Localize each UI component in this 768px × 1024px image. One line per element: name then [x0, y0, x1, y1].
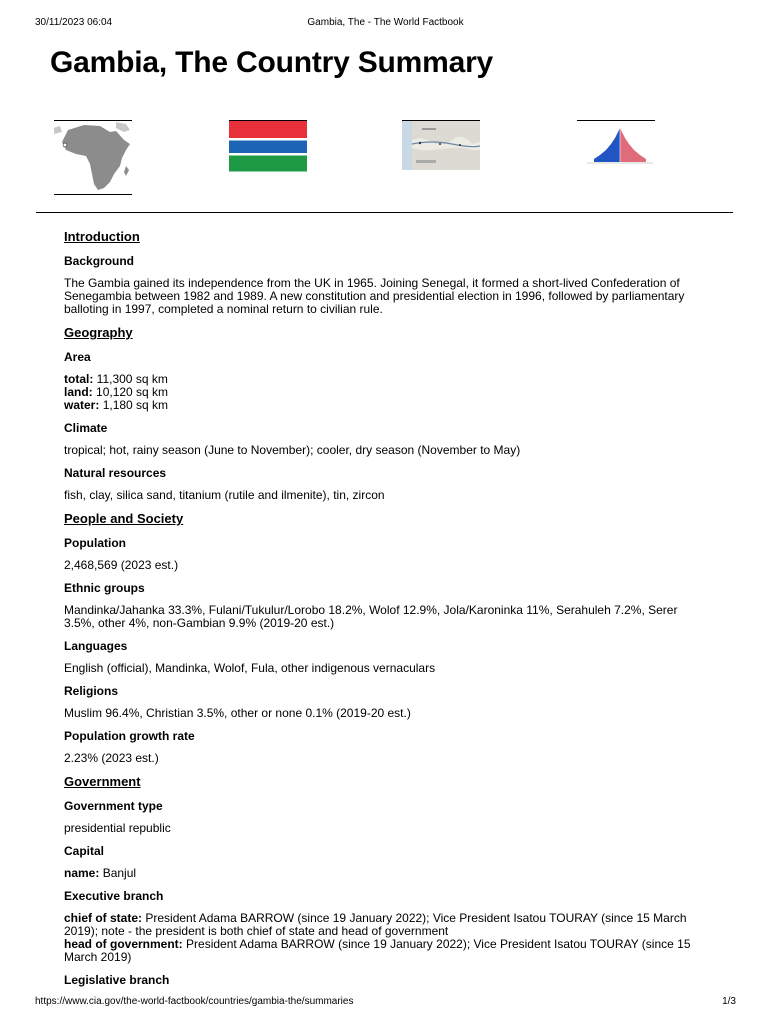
- population-pyramid[interactable]: [577, 120, 657, 166]
- section-heading-people: People and Society: [64, 511, 184, 526]
- capital-text: [64, 867, 704, 880]
- print-footer: [35, 996, 736, 1008]
- head-of-government-key: head of government:: [64, 937, 183, 951]
- area-land-key: land:: [64, 385, 93, 399]
- area-land-value: 10,120 sq km: [96, 385, 169, 399]
- head-of-government: [64, 938, 704, 964]
- page-title: Gambia, The Country Summary: [50, 46, 494, 79]
- head-of-government-value: President Adama BARROW (since 19 January 2022); Vice President Isatou TOURAY (since 15 March 2019): [64, 937, 691, 964]
- field-label-background: Background: [64, 254, 135, 268]
- growth-rate-text: 2.23% (2023 est.): [64, 751, 159, 765]
- capital-value: Banjul: [102, 866, 137, 880]
- field-label-executive-branch: Executive branch: [64, 889, 164, 903]
- section-heading-geography: Geography: [64, 325, 133, 340]
- natural-resources-text: fish, clay, silica sand, titanium (rutile and ilmenite), tin, zircon: [64, 488, 385, 502]
- ethnic-groups-text: Mandinka/Jahanka 33.3%, Fulani/Tukulur/Lorobo 18.2%, Wolof 12.9%, Jola/Karoninka 11%, Serahuleh 7.2%, Serer 3.5%, other 4%, non-Gambian 9.9% (2019-20 est.): [64, 603, 678, 630]
- chief-of-state: [64, 912, 704, 938]
- section-heading-introduction: Introduction: [64, 229, 140, 244]
- print-page-title: Gambia, The - The World Factbook: [307, 17, 464, 28]
- field-label-population: Population: [64, 536, 126, 550]
- chief-of-state-value: President Adama BARROW (since 19 January 2022); Vice President Isatou TOURAY (since 15 March 2019); note - the president is both chief of state and head of government: [64, 911, 687, 938]
- capital-key: name:: [64, 866, 100, 880]
- background-text: The Gambia gained its independence from the UK in 1965. Joining Senegal, it formed a short-lived Confederation of Senegambia between 1982 and 1989. A new constitution and presidential election in 1996, followed by parliamentary balloting in 1997, completed a nominal return to civilian rule.: [64, 276, 685, 316]
- gambia-flag[interactable]: [229, 120, 308, 172]
- field-label-languages: Languages: [64, 639, 128, 653]
- field-label-area: Area: [64, 350, 91, 364]
- area-water-value: 1,180 sq km: [102, 398, 169, 412]
- section-heading-government: Government: [64, 774, 141, 789]
- field-label-capital: Capital: [64, 844, 105, 858]
- gambia-country-map[interactable]: [402, 120, 482, 170]
- field-label-government-type: Government type: [64, 799, 163, 813]
- chief-of-state-key: chief of state:: [64, 911, 143, 925]
- print-url[interactable]: https://www.cia.gov/the-world-factbook/countries/gambia-the/summaries: [35, 996, 354, 1007]
- field-label-natural-resources: Natural resources: [64, 466, 167, 480]
- government-type-text: presidential republic: [64, 821, 171, 835]
- thumbnail-row: [0, 118, 768, 198]
- divider: [36, 212, 733, 213]
- field-label-growth-rate: Population growth rate: [64, 729, 195, 743]
- print-header: [35, 17, 736, 29]
- area-total-key: total:: [64, 372, 94, 386]
- area-water-key: water:: [64, 398, 100, 412]
- page-number: 1/3: [722, 996, 736, 1007]
- field-label-legislative-branch: Legislative branch: [64, 973, 170, 987]
- population-text: 2,468,569 (2023 est.): [64, 558, 179, 572]
- area-values: [64, 373, 704, 412]
- field-label-ethnic-groups: Ethnic groups: [64, 581, 145, 595]
- executive-branch-values: [64, 912, 704, 964]
- field-label-climate: Climate: [64, 421, 108, 435]
- languages-text: English (official), Mandinka, Wolof, Fula, other indigenous vernaculars: [64, 661, 436, 675]
- religions-text: Muslim 96.4%, Christian 3.5%, other or none 0.1% (2019-20 est.): [64, 706, 411, 720]
- summary-content: [64, 229, 704, 996]
- area-total-value: 11,300 sq km: [96, 372, 168, 386]
- area-water: [64, 399, 704, 412]
- print-date: 30/11/2023 06:04: [35, 17, 113, 28]
- africa-locator-map[interactable]: [54, 120, 134, 195]
- climate-text: tropical; hot, rainy season (June to November); cooler, dry season (November to May): [64, 443, 521, 457]
- field-label-religions: Religions: [64, 684, 119, 698]
